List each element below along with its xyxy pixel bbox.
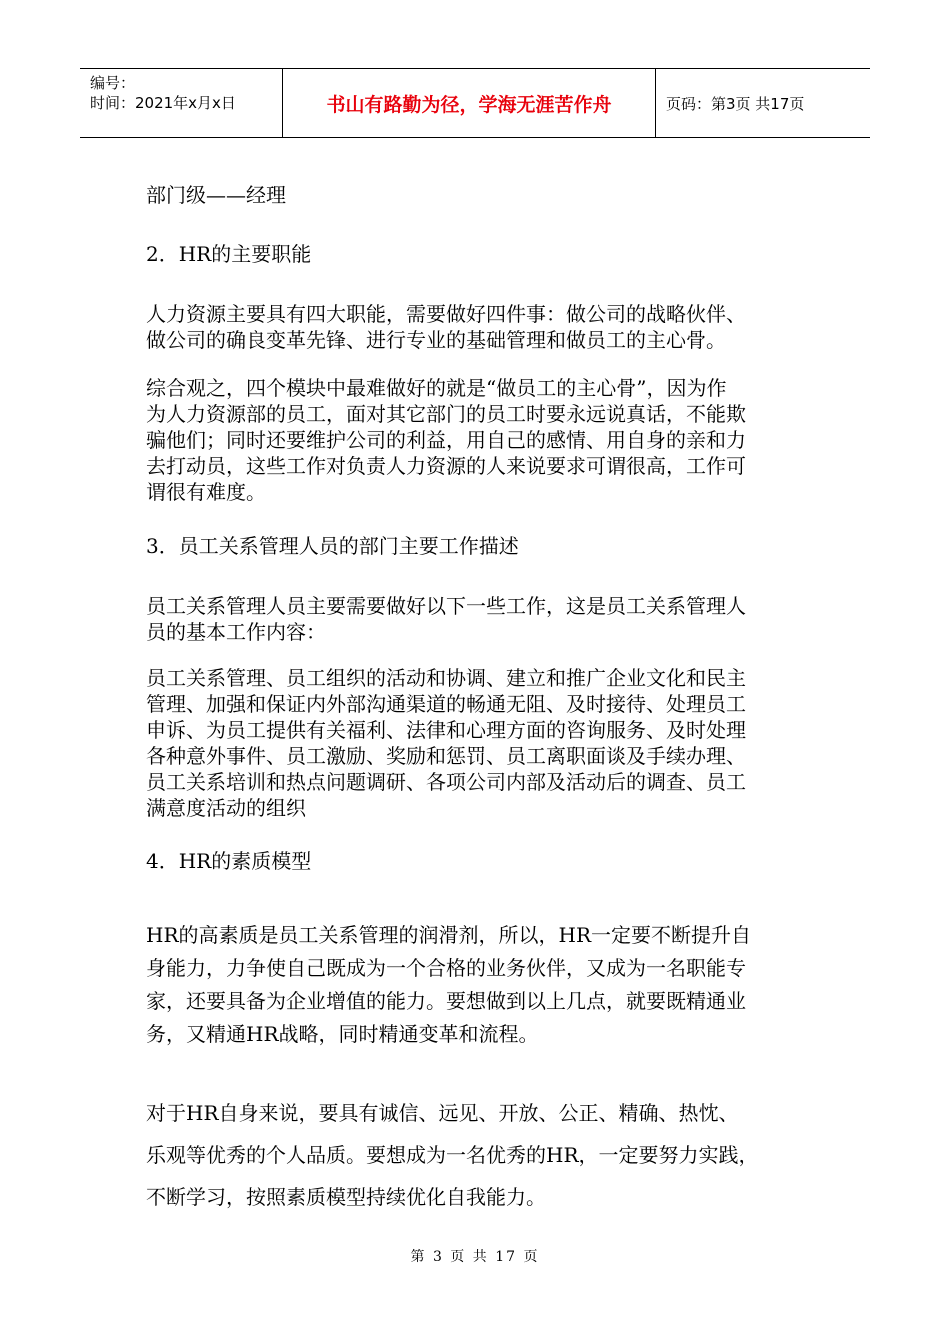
page-footer: 第 3 页 共 17 页 bbox=[410, 1249, 540, 1265]
line: 身能力，力争使自己既成为一个合格的业务伙伴，又成为一名职能专 bbox=[146, 956, 746, 980]
line: 去打动员，这些工作对负责人力资源的人来说要求可谓很高，工作可 bbox=[146, 454, 746, 478]
heading-employee-relations: 3．员工关系管理人员的部门主要工作描述 bbox=[146, 534, 519, 558]
paragraph-4 bbox=[146, 375, 806, 505]
line: 满意度活动的组织 bbox=[146, 796, 306, 820]
paragraph-10 bbox=[146, 1092, 806, 1218]
paragraph-7 bbox=[146, 665, 806, 821]
line: 管理、加强和保证内外部沟通渠道的畅通无阻、及时接待、处理员工 bbox=[146, 692, 746, 716]
paragraph-9 bbox=[146, 919, 806, 1051]
line: 为人力资源部的员工，面对其它部门的员工时要永远说真话，不能欺 bbox=[146, 402, 746, 426]
paragraph-1: 部门级——经理 bbox=[146, 183, 286, 207]
heading-hr-functions: 2．HR的主要职能 bbox=[146, 242, 312, 266]
line: 各种意外事件、员工激励、奖励和惩罚、员工离职面谈及手续办理、 bbox=[146, 744, 746, 768]
line: 员工关系培训和热点问题调研、各项公司内部及活动后的调查、员工 bbox=[146, 770, 746, 794]
line: 对于HR自身来说，要具有诚信、远见、开放、公正、精确、热忱、 bbox=[146, 1101, 739, 1125]
heading-hr-model: 4．HR的素质模型 bbox=[146, 849, 312, 873]
line: 乐观等优秀的个人品质。要想成为一名优秀的HR，一定要努力实践， bbox=[146, 1143, 759, 1167]
line: 做公司的确良变革先锋、进行专业的基础管理和做员工的主心骨。 bbox=[146, 328, 726, 352]
doc-number-label: 编号： bbox=[90, 74, 136, 92]
line: 综合观之，四个模块中最难做好的就是“做员工的主心骨”，因为作 bbox=[146, 376, 727, 400]
doc-time-label: 时间：2021年x月x日 bbox=[90, 94, 236, 112]
line: 申诉、为员工提供有关福利、法律和心理方面的咨询服务、及时处理 bbox=[146, 718, 746, 742]
page-header bbox=[80, 68, 870, 138]
line: 人力资源主要具有四大职能，需要做好四件事：做公司的战略伙伴、 bbox=[146, 302, 746, 326]
line: 员工关系管理人员主要需要做好以下一些工作，这是员工关系管理人 bbox=[146, 594, 746, 618]
line: 不断学习，按照素质模型持续优化自我能力。 bbox=[146, 1185, 546, 1209]
paragraph-6 bbox=[146, 593, 806, 645]
line: 骗他们；同时还要维护公司的利益，用自己的感情、用自身的亲和力 bbox=[146, 428, 746, 452]
line: 员的基本工作内容： bbox=[146, 620, 326, 644]
header-page-info: 页码：第3页 共17页 bbox=[666, 94, 805, 113]
line: 家，还要具备为企业增值的能力。要想做到以上几点，就要既精通业 bbox=[146, 989, 746, 1013]
header-motto: 书山有路勤为径，学海无涯苦作舟 bbox=[283, 69, 656, 137]
paragraph-3 bbox=[146, 301, 806, 353]
header-meta bbox=[80, 69, 283, 137]
line: HR的高素质是员工关系管理的润滑剂，所以，HR一定要不断提升自 bbox=[146, 923, 751, 947]
line: 谓很有难度。 bbox=[146, 480, 266, 504]
line: 员工关系管理、员工组织的活动和协调、建立和推广企业文化和民主 bbox=[146, 666, 746, 690]
line: 务，又精通HR战略，同时精通变革和流程。 bbox=[146, 1022, 539, 1046]
